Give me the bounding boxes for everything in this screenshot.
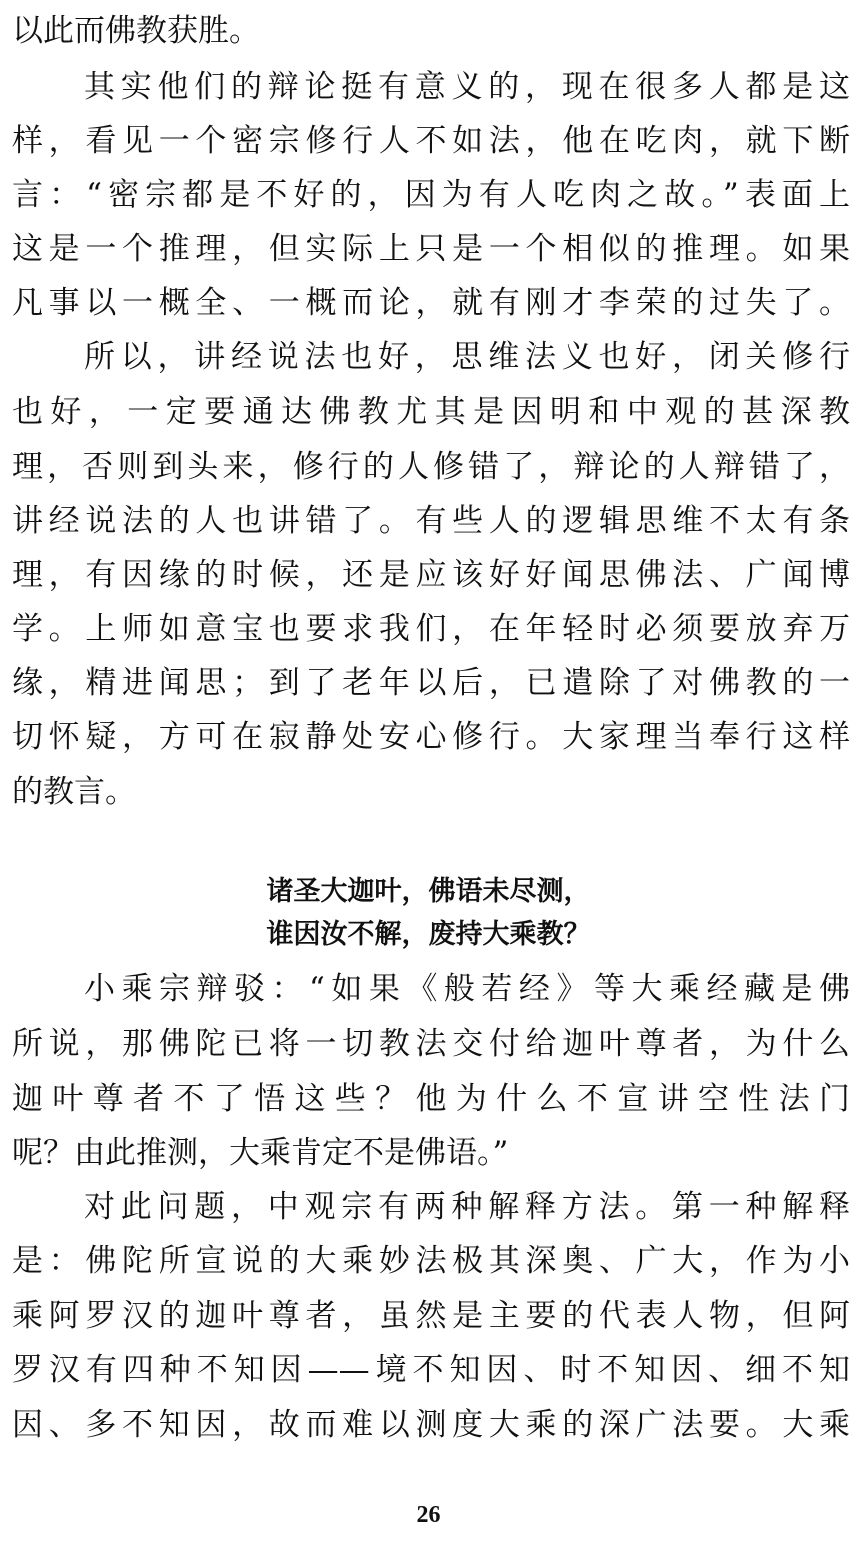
body-text-line: 凡事以一概全、一概而论，就有刚才李荣的过失了。 — [12, 285, 850, 321]
body-text-line: 理，否则到头来，修行的人修错了，辩论的人辩错了， — [12, 449, 850, 485]
body-text-line: 迦叶尊者不了悟这些？他为什么不宣讲空性法门 — [12, 1081, 850, 1117]
page-number: 26 — [416, 1502, 441, 1528]
body-text-line: 学。上师如意宝也要求我们，在年轻时必须要放弃万 — [12, 611, 850, 647]
body-text-line: 理，有因缘的时候，还是应该好好闻思佛法、广闻博 — [12, 557, 850, 593]
body-text-line: 讲经说法的人也讲错了。有些人的逻辑思维不太有条 — [12, 503, 850, 539]
body-text-line: 呢？由此推测，大乘肯定不是佛语。” — [12, 1135, 509, 1171]
body-text-line: 以此而佛教获胜。 — [12, 13, 260, 49]
body-text-line: 乘阿罗汉的迦叶尊者，虽然是主要的代表人物，但阿 — [12, 1298, 850, 1334]
verse-line-1: 诸圣大迦叶，佛语未尽测， — [266, 876, 591, 907]
body-text-line: 对此问题，中观宗有两种解释方法。第一种解释 — [84, 1189, 850, 1225]
body-text-line: 样，看见一个密宗修行人不如法，他在吃肉，就下断 — [12, 123, 850, 159]
body-text-line: 所说，那佛陀已将一切教法交付给迦叶尊者，为什么 — [12, 1026, 850, 1062]
body-text-line: 所以，讲经说法也好，思维法义也好，闭关修行 — [84, 339, 850, 375]
body-text-line: 的教言。 — [12, 774, 136, 810]
body-text-line: 小乘宗辩驳：“如果《般若经》等大乘经藏是佛 — [84, 971, 850, 1007]
body-text-line: 言：“密宗都是不好的，因为有人吃肉之故。”表面上 — [12, 177, 850, 213]
body-text-line: 因、多不知因，故而难以测度大乘的深广法要。大乘 — [12, 1407, 850, 1443]
verse-line-2: 谁因汝不解，废持大乘教？ — [266, 919, 591, 950]
body-text-line: 罗汉有四种不知因——境不知因、时不知因、细不知 — [12, 1352, 850, 1388]
body-text-line: 这是一个推理，但实际上只是一个相似的推理。如果 — [12, 231, 850, 267]
body-text-line: 切怀疑，方可在寂静处安心修行。大家理当奉行这样 — [12, 719, 850, 755]
body-text-line: 是：佛陀所宣说的大乘妙法极其深奥、广大，作为小 — [12, 1243, 850, 1279]
body-text-line: 其实他们的辩论挺有意义的，现在很多人都是这 — [84, 69, 850, 105]
body-text-line: 也好，一定要通达佛教尤其是因明和中观的甚深教 — [12, 394, 850, 430]
body-text-line: 缘，精进闻思；到了老年以后，已遣除了对佛教的一 — [12, 665, 850, 701]
